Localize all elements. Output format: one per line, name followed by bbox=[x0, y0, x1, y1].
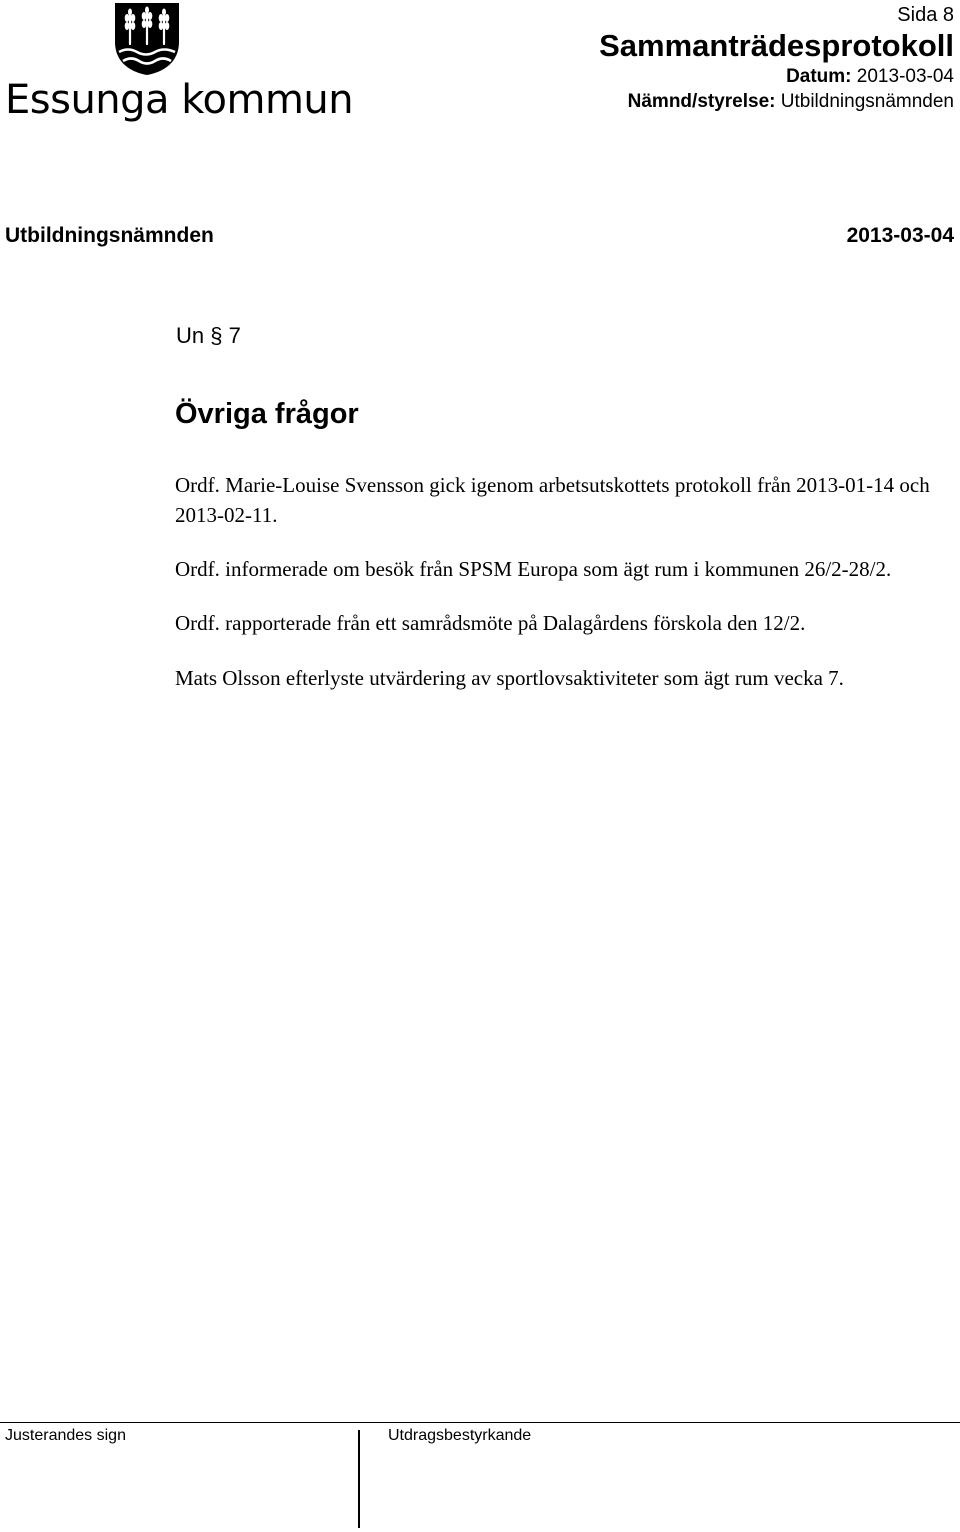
date-value: 2013-03-04 bbox=[856, 66, 954, 87]
subheader-date: 2013-03-04 bbox=[846, 224, 954, 247]
paragraph: Ordf. rapporterade från ett samrådsmöte på Dalagårdens förskola den 12/2. bbox=[175, 611, 806, 635]
document-header bbox=[599, 0, 954, 114]
board-value: Utbildningsnämnden bbox=[780, 91, 954, 112]
page-number: Sida 8 bbox=[897, 4, 954, 26]
date-line bbox=[599, 64, 954, 89]
paragraph: Ordf. informerade om besök från SPSM Europa som ägt rum i kommunen 26/2-28/2. bbox=[175, 557, 892, 581]
paragraph: Ordf. Marie-Louise Svensson gick igenom arbetsutskottets protokoll från 2013-01-14 och 2013-02-11. bbox=[175, 473, 930, 527]
footer-divider bbox=[0, 1422, 960, 1423]
section-number: Un § 7 bbox=[176, 323, 241, 348]
section-body bbox=[175, 470, 945, 717]
board-line bbox=[599, 89, 954, 114]
paragraph: Mats Olsson efterlyste utvärdering av sportlovsaktiviteter som ägt rum vecka 7. bbox=[175, 666, 844, 690]
municipality-logo bbox=[0, 0, 354, 125]
footer-signature-label: Justerandes sign bbox=[5, 1427, 126, 1444]
coat-of-arms-icon bbox=[114, 2, 180, 76]
footer-column-divider bbox=[358, 1430, 360, 1528]
board-label: Nämnd/styrelse: bbox=[627, 91, 776, 112]
document-title: Sammanträdesprotokoll bbox=[599, 28, 954, 63]
footer-certification-label: Utdragsbestyrkande bbox=[388, 1427, 532, 1444]
subheader-board: Utbildningsnämnden bbox=[5, 224, 214, 247]
section-title: Övriga frågor bbox=[175, 398, 359, 430]
logo-wordmark: Essunga kommun bbox=[5, 77, 354, 123]
date-label: Datum: bbox=[786, 66, 852, 87]
